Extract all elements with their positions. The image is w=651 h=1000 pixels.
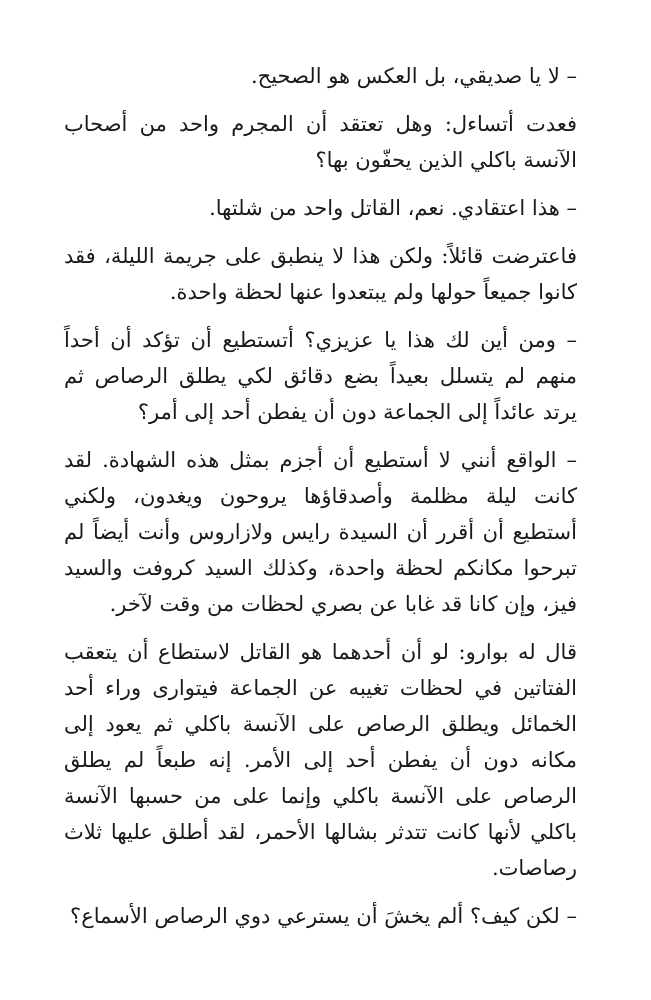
paragraph-6: – الواقع أنني لا أستطيع أن أجزم بمثل هذه الشهادة. لقد كانت ليلة مظلمة وأصدقاؤها يروحون ويغدون، ولكني أستطيع أن أقرر أن السيدة رايس ولازاروس وأنت أيضاً لم تبرحوا مكانكم لحظة واحدة، وكذلك السيد كروفت والسيد فيز، وإن كانا قد غابا عن بصري لحظات من وقت لآخر. xyxy=(64,448,577,616)
paragraph-5: – ومن أين لك هذا يا عزيزي؟ أتستطيع أن تؤكد أن أحداً منهم لم يتسلل بعيداً بضع دقائق لكي يطلق الرصاص ثم يرتد عائداً إلى الجماعة دون أن يفطن أحد إلى أمر؟ xyxy=(64,328,577,424)
paragraph-gap xyxy=(64,178,577,190)
paragraph-gap xyxy=(64,226,577,238)
paragraph-gap xyxy=(64,430,577,442)
paragraph-gap xyxy=(64,94,577,106)
paragraph-7: قال له بوارو: لو أن أحدهما هو القاتل لاستطاع أن يتعقب الفتاتين في لحظات تغيبه عن الجماعة فيتوارى وراء أحد الخمائل ويطلق الرصاص على الآنسة باكلي ثم يعود إلى مكانه دون أن يفطن أحد إلى الأمر. إنه طبعاً لم يطلق الرصاص على الآنسة باكلي وإنما على من حسبها الآنسة باكلي لأنها كانت تتدثر بشالها الأحمر، لقد أطلق عليها ثلاث رصاصات. xyxy=(64,640,577,880)
paragraph-gap xyxy=(64,886,577,898)
paragraph-gap xyxy=(64,310,577,322)
paragraph-2: فعدت أتساءل: وهل تعتقد أن المجرم واحد من أصحاب الآنسة باكلي الذين يحفّون بها؟ xyxy=(64,112,577,172)
paragraph-8: – لكن كيف؟ ألم يخشَ أن يسترعي دوي الرصاص الأسماع؟ xyxy=(70,904,577,928)
paragraph-1: – لا يا صديقي، بل العكس هو الصحيح. xyxy=(250,64,577,88)
paragraph-3: – هذا اعتقادي. نعم، القاتل واحد من شلتها. xyxy=(209,196,577,220)
paragraph-4: فاعترضت قائلاً: ولكن هذا لا ينطبق على جريمة الليلة، فقد كانوا جميعاً حولها ولم يبتعدوا عنها لحظة واحدة. xyxy=(64,244,577,304)
paragraph-gap xyxy=(64,622,577,634)
